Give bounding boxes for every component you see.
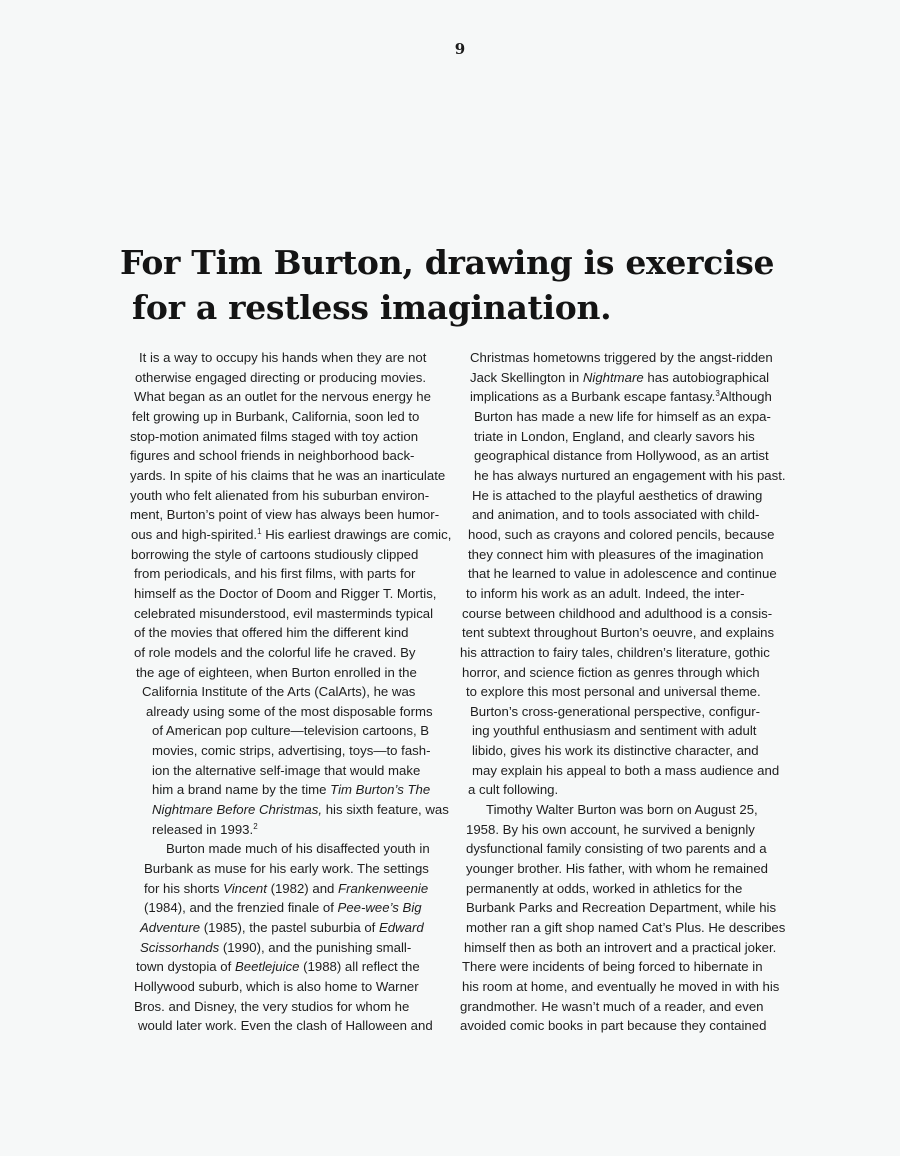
right-column-line xyxy=(458,643,788,663)
text-segment: younger brother. His father, with whom he remained xyxy=(466,861,769,877)
footnote-marker: 3 xyxy=(715,389,720,399)
left-column-line xyxy=(128,997,450,1017)
footnote-marker: 1 xyxy=(257,526,262,536)
text-segment: (1984), and the frenzied finale of xyxy=(144,900,338,916)
right-text-column xyxy=(458,348,788,1036)
text-segment: felt growing up in Burbank, California, soon led to xyxy=(132,408,420,424)
right-column-line xyxy=(458,604,788,624)
headline-line-2: for a restless imagination. xyxy=(132,288,612,327)
left-column-line xyxy=(128,407,450,427)
left-column-line xyxy=(128,1016,450,1036)
italic-title: Frankenweenie xyxy=(338,880,429,896)
left-column-line xyxy=(128,761,450,781)
right-column-line xyxy=(458,407,788,427)
text-segment: of the movies that offered him the different kind xyxy=(134,625,409,641)
text-segment: himself then as both an introvert and a practical joker. xyxy=(464,939,777,955)
text-segment: has autobiographical xyxy=(643,369,770,385)
right-column-line xyxy=(458,820,788,840)
text-segment: horror, and science fiction as genres through which xyxy=(462,664,760,680)
text-segment: He is attached to the playful aesthetics of drawing xyxy=(472,487,763,503)
left-column-line xyxy=(128,879,450,899)
right-column-line xyxy=(458,525,788,545)
headline xyxy=(120,240,774,330)
text-segment: movies, comic strips, advertising, toys—to fash- xyxy=(152,743,431,759)
left-column-line xyxy=(128,584,450,604)
text-segment: mother ran a gift shop named Cat’s Plus. He describes xyxy=(466,920,786,936)
right-column-line xyxy=(458,545,788,565)
text-segment: his sixth feature, was xyxy=(322,802,449,818)
right-column-line xyxy=(458,839,788,859)
right-column-line xyxy=(458,879,788,899)
text-segment: ing youthful enthusiasm and sentiment with adult xyxy=(472,723,757,739)
left-column-line xyxy=(128,977,450,997)
text-segment: would later work. Even the clash of Halloween and xyxy=(138,1018,433,1034)
text-segment: Burton made much of his disaffected youth in xyxy=(166,841,430,857)
text-segment: (1982) and xyxy=(266,880,339,896)
italic-title: Edward xyxy=(379,920,424,936)
text-segment: tent subtext throughout Burton’s oeuvre, and explains xyxy=(462,625,775,641)
right-column-line xyxy=(458,977,788,997)
left-column-line xyxy=(128,545,450,565)
left-column-line xyxy=(128,387,450,407)
text-segment: yards. In spite of his claims that he was an inarticulate xyxy=(130,467,446,483)
italic-title: Nightmare xyxy=(582,369,644,385)
left-column-line xyxy=(128,800,450,820)
text-segment: his attraction to fairy tales, children’s literature, gothic xyxy=(460,644,770,660)
left-column-line xyxy=(128,623,450,643)
italic-title: Tim Burton’s The xyxy=(330,782,431,798)
text-segment: geographical distance from Hollywood, as an artist xyxy=(474,448,769,464)
text-segment: celebrated misunderstood, evil masterminds typical xyxy=(134,605,434,621)
text-segment: from periodicals, and his first films, with parts for xyxy=(134,566,416,582)
text-segment: himself as the Doctor of Doom and Rigger T. Mortis, xyxy=(134,585,437,601)
left-column-line xyxy=(128,682,450,702)
right-column-line xyxy=(458,780,788,800)
text-segment: youth who felt alienated from his suburban environ- xyxy=(130,487,430,503)
left-column-line xyxy=(128,564,450,584)
text-segment: borrowing the style of cartoons studiously clipped xyxy=(131,546,419,562)
text-segment: Burton’s cross-generational perspective, configur- xyxy=(470,703,761,719)
left-column-line xyxy=(128,780,450,800)
headline-line-1: For Tim Burton, drawing is exercise xyxy=(120,243,775,282)
left-column-line xyxy=(128,348,450,368)
text-segment: figures and school friends in neighborhood back- xyxy=(130,448,415,464)
text-segment: triate in London, England, and clearly savors his xyxy=(474,428,755,444)
right-column-line xyxy=(458,997,788,1017)
text-segment: libido, gives his work its distinctive character, and xyxy=(472,743,759,759)
text-segment: hood, such as crayons and colored pencils, because xyxy=(468,526,775,542)
left-column-line xyxy=(128,938,450,958)
text-segment: that he learned to value in adolescence and continue xyxy=(468,566,777,582)
text-segment: Timothy Walter Burton was born on August 25, xyxy=(486,802,758,818)
italic-title: Vincent xyxy=(223,880,267,896)
text-segment: ous and high-spirited. xyxy=(131,526,258,542)
text-segment: (1985), the pastel suburbia of xyxy=(200,920,379,936)
text-segment: Burbank as muse for his early work. The settings xyxy=(144,861,429,877)
left-column-line xyxy=(128,466,450,486)
italic-title: Pee-wee’s Big xyxy=(337,900,422,916)
right-column-line xyxy=(458,427,788,447)
text-segment: grandmother. He wasn’t much of a reader, and even xyxy=(460,998,764,1014)
right-column-line xyxy=(458,859,788,879)
text-segment: (1990), and the punishing small- xyxy=(219,939,412,955)
text-segment: California Institute of the Arts (CalArts), he was xyxy=(142,684,416,700)
text-segment: for his shorts xyxy=(144,880,224,896)
left-column-line xyxy=(128,859,450,879)
right-column-line xyxy=(458,368,788,388)
right-column-line xyxy=(458,761,788,781)
text-segment: 1958. By his own account, he survived a benignly xyxy=(466,821,755,837)
right-column-line xyxy=(458,1016,788,1036)
right-column-line xyxy=(458,623,788,643)
text-segment: implications as a Burbank escape fantasy. xyxy=(470,389,716,405)
left-column-line xyxy=(128,604,450,624)
right-column-line xyxy=(458,564,788,584)
left-column-line xyxy=(128,486,450,506)
left-column-line xyxy=(128,663,450,683)
text-segment: may explain his appeal to both a mass audience and xyxy=(472,762,780,778)
text-segment: to explore this most personal and universal theme. xyxy=(466,684,761,700)
left-column-line xyxy=(128,918,450,938)
text-segment: they connect him with pleasures of the imagination xyxy=(468,546,764,562)
left-column-line xyxy=(128,505,450,525)
left-column-line xyxy=(128,368,450,388)
right-column-line xyxy=(458,584,788,604)
right-column-line xyxy=(458,486,788,506)
text-segment: ment, Burton’s point of view has always been humor- xyxy=(130,507,440,523)
right-column-line xyxy=(458,387,788,407)
text-segment: his room at home, and eventually he moved in with his xyxy=(462,979,780,994)
text-segment: to inform his work as an adult. Indeed, the inter- xyxy=(466,585,745,601)
right-column-line xyxy=(458,446,788,466)
left-column-line xyxy=(128,525,450,545)
text-segment: It is a way to occupy his hands when they are not xyxy=(139,350,427,365)
text-segment: the age of eighteen, when Burton enrolled in the xyxy=(136,664,417,680)
text-segment: released in 1993. xyxy=(152,821,254,837)
text-segment: dysfunctional family consisting of two parents and a xyxy=(466,841,767,857)
text-segment: otherwise engaged directing or producing movies. xyxy=(135,369,427,385)
left-column-line xyxy=(128,702,450,722)
text-segment: Jack Skellington in xyxy=(470,369,583,385)
right-column-line xyxy=(458,898,788,918)
right-column-line xyxy=(458,663,788,683)
text-segment: of American pop culture—television cartoons, B xyxy=(152,723,430,739)
left-column-line xyxy=(128,741,450,761)
italic-title: Scissorhands xyxy=(140,939,220,955)
right-column-line xyxy=(458,721,788,741)
text-segment: course between childhood and adulthood is a consis- xyxy=(462,605,773,621)
text-segment: ion the alternative self-image that would make xyxy=(152,762,421,778)
text-segment: of role models and the colorful life he craved. By xyxy=(134,644,416,660)
left-column-line xyxy=(128,427,450,447)
text-segment: town dystopia of xyxy=(136,959,235,975)
right-column-line xyxy=(458,682,788,702)
page-number: 9 xyxy=(454,40,466,58)
text-segment: avoided comic books in part because they contained xyxy=(460,1018,767,1034)
text-segment: and animation, and to tools associated with child- xyxy=(472,507,760,523)
left-column-line xyxy=(128,957,450,977)
footnote-marker: 2 xyxy=(253,821,258,831)
text-segment: (1988) all reflect the xyxy=(299,959,420,975)
text-segment: What began as an outlet for the nervous energy he xyxy=(134,389,431,405)
text-segment: Although xyxy=(719,389,772,405)
right-column-line xyxy=(458,702,788,722)
left-column-line xyxy=(128,643,450,663)
text-segment: There were incidents of being forced to hibernate in xyxy=(462,959,763,975)
right-column-line xyxy=(458,741,788,761)
left-text-column xyxy=(128,348,450,1036)
italic-title: Nightmare Before Christmas, xyxy=(152,802,323,818)
text-segment: Burbank Parks and Recreation Department, while his xyxy=(466,900,777,916)
right-column-line xyxy=(458,957,788,977)
text-segment: already using some of the most disposable forms xyxy=(146,703,433,719)
right-column-line xyxy=(458,918,788,938)
right-column-line xyxy=(458,348,788,368)
left-column-line xyxy=(128,839,450,859)
text-segment: Bros. and Disney, the very studios for whom he xyxy=(134,998,410,1014)
left-column-line xyxy=(128,446,450,466)
text-segment: Christmas hometowns triggered by the angst-ridden xyxy=(470,350,773,365)
text-segment: His earliest drawings are comic, xyxy=(261,526,452,542)
text-segment: a cult following. xyxy=(468,782,559,798)
text-segment: permanently at odds, worked in athletics for the xyxy=(466,880,743,896)
italic-title: Beetlejuice xyxy=(234,959,300,975)
right-column-line xyxy=(458,938,788,958)
text-segment: Burton has made a new life for himself as an expa- xyxy=(474,408,771,424)
text-segment: stop-motion animated films staged with toy action xyxy=(130,428,419,444)
right-column-line xyxy=(458,800,788,820)
italic-title: Adventure xyxy=(140,920,201,936)
left-column-line xyxy=(128,820,450,840)
left-column-line xyxy=(128,721,450,741)
right-column-line xyxy=(458,466,788,486)
text-segment: Hollywood suburb, which is also home to Warner xyxy=(134,979,419,994)
right-column-line xyxy=(458,505,788,525)
left-column-line xyxy=(128,898,450,918)
text-segment: he has always nurtured an engagement with his past. xyxy=(474,467,786,483)
text-segment: him a brand name by the time xyxy=(152,782,331,798)
